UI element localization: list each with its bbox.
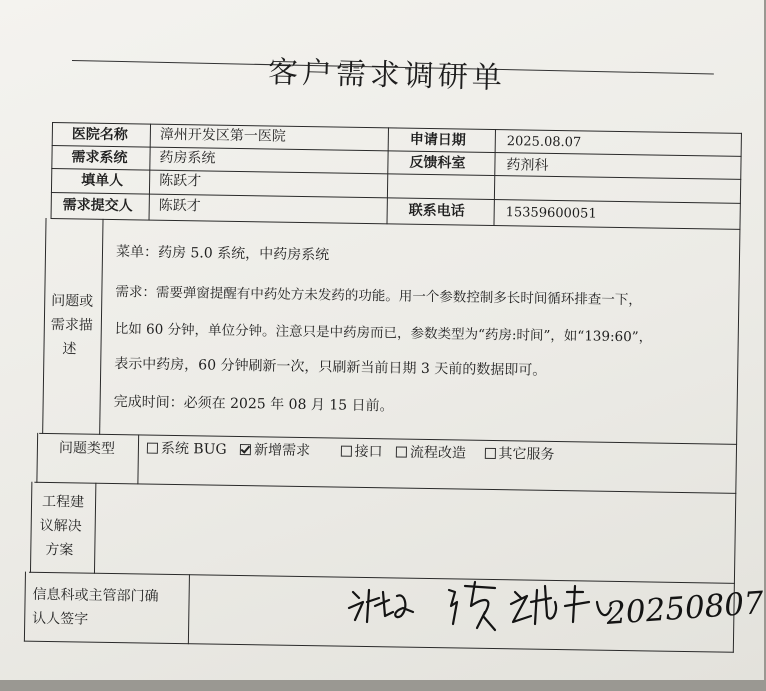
filler-value: 陈跃才 (159, 172, 202, 190)
table-border-top (52, 122, 742, 134)
row-divider (34, 482, 736, 494)
dept-label: 反馈科室 (409, 154, 466, 172)
type-option-new-requirement: 新增需求 (240, 443, 310, 458)
row-divider (39, 433, 737, 445)
col-divider (94, 483, 97, 574)
confirm-label-line: 认人签字 (32, 610, 89, 628)
system-label: 需求系统 (71, 149, 128, 167)
table-border-left (24, 572, 26, 642)
type-option-process: 流程改造 (396, 445, 466, 460)
form-title: 客户需求调研单 (267, 55, 507, 96)
apply-date-value: 2025.08.07 (506, 134, 582, 151)
problem-line: 需求：需要弹窗提醒有中药处方未发药的功能。用一个参数控制多长时间循环排查一下， (115, 284, 642, 309)
problem-line: 比如 60 分钟，单位分钟。注意只是中药房而已，参数类型为“药房:时间”，如“139:60”， (114, 321, 653, 346)
confirm-label-line: 信息科或主管部门确 (32, 586, 159, 605)
submitter-value: 陈跃才 (158, 197, 201, 215)
filler-label: 填单人 (81, 172, 124, 190)
col-divider (137, 434, 139, 484)
checkbox-empty-icon (484, 448, 495, 459)
signature-date: 20250807 (605, 585, 765, 632)
type-label: 问题类型 (58, 440, 116, 458)
hospital-value: 漳州开发区第一医院 (159, 126, 286, 145)
checkbox-empty-icon (340, 446, 351, 457)
table-border-bottom (24, 641, 734, 653)
type-options (147, 442, 564, 463)
checkbox-checked-icon (240, 444, 251, 455)
hospital-label: 医院名称 (71, 126, 128, 144)
dept-value: 药剂科 (506, 157, 549, 174)
type-option-other: 其它服务 (484, 447, 554, 462)
col-divider (149, 124, 152, 221)
row-divider (51, 168, 741, 180)
checkbox-empty-icon (147, 443, 158, 454)
problem-line: 表示中药房，60 分钟刷新一次，只刷新当前日期 3 天前的数据即可。 (114, 356, 547, 379)
col-divider (99, 219, 104, 435)
row-divider (52, 145, 742, 157)
row-divider (51, 218, 741, 230)
engineering-label-line: 工程建 (41, 493, 85, 511)
type-option-interface: 接口 (340, 445, 382, 460)
problem-line: 完成时间：必须在 2025 年 08 月 15 日前。 (113, 394, 394, 415)
col-divider (386, 127, 389, 224)
table-border-left (42, 218, 47, 434)
checkbox-empty-icon (396, 446, 407, 457)
table-border-left (51, 122, 54, 219)
problem-label-line: 需求描 (50, 317, 93, 334)
phone-label: 联系电话 (408, 202, 465, 220)
row-divider (51, 192, 741, 204)
problem-label-line: 述 (62, 341, 77, 358)
phone-value: 15359600051 (505, 205, 597, 222)
col-divider (493, 129, 496, 226)
type-option-system-bug: 系统 BUG (147, 442, 227, 457)
problem-line: 菜单：药房 5.0 系统，中药房系统 (115, 244, 330, 264)
submitter-label: 需求提交人 (62, 197, 133, 215)
problem-label-line: 问题或 (51, 293, 94, 310)
table-border-left (36, 433, 38, 483)
table-border-left (30, 482, 33, 573)
engineering-label-line: 议解决 (39, 517, 82, 535)
apply-date-label: 申请日期 (409, 131, 466, 149)
engineering-label-line: 方案 (45, 541, 74, 559)
system-value: 药房系统 (159, 149, 216, 167)
col-divider (188, 574, 190, 644)
handwritten-signature (345, 572, 765, 642)
